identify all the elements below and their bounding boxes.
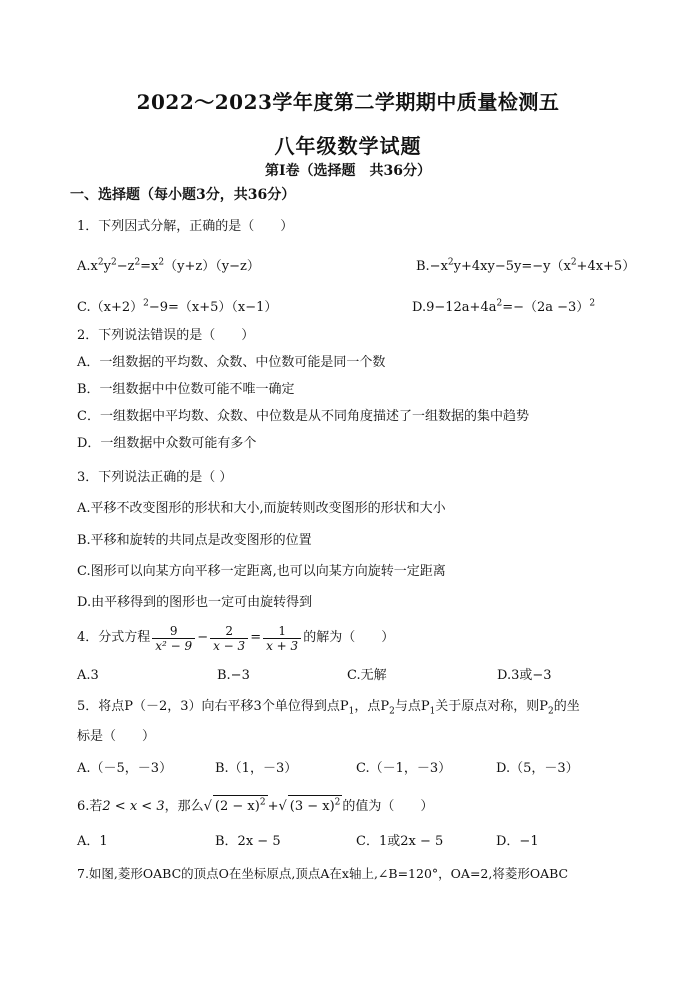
q2-stem: 2．下列说法错误的是（ ） <box>77 328 255 343</box>
q4-option-c: C.无解 <box>347 668 387 683</box>
q1-option-a: $A.x^2y^2-z^2=x^2(y+z)(y-z)$ <box>77 257 260 274</box>
q1-option-d: $D.9-12a+4a^2=-(2a -3)^2$ <box>412 298 596 315</box>
q6-option-a: A．1 <box>77 834 108 849</box>
q1-option-b: $B.-x^2y+4xy-5y=-y(x^2+4x+5)$ <box>416 257 636 274</box>
q6-option-d: D．−1 <box>496 834 539 849</box>
q5-option-d: D.（5，－3） <box>496 761 579 776</box>
q1-stem: 1．下列因式分解，正确的是（ ） <box>77 219 294 234</box>
q5-stem-line2: 标是（ ） <box>77 729 156 744</box>
q3-option-d: D.由平移得到的图形也一定可由旋转得到 <box>77 595 313 610</box>
q2-option-d: D．一组数据中众数可能有多个 <box>77 436 257 451</box>
q4-fraction-3: $\frac{1}{x + 3}$ <box>263 624 301 653</box>
q4-option-d: D.3或−3 <box>497 668 552 683</box>
q5-option-a: A.（－5，－3） <box>77 761 173 776</box>
q4-option-b: B.−3 <box>217 668 250 683</box>
q5-option-b: B.（1，－3） <box>215 761 298 776</box>
exam-title: 2022～2023学年度第二学期期中质量检测五 <box>136 90 560 114</box>
q3-option-a: A.平移不改变图形的形状和大小,而旋转则改变图形的形状和大小 <box>77 501 446 516</box>
q3-option-c: C.图形可以向某方向平移一定距离,也可以向某方向旋转一定距离 <box>77 564 446 579</box>
q2-option-a: A．一组数据的平均数、众数、中位数可能是同一个数 <box>77 355 386 370</box>
q2-option-c: C．一组数据中平均数、众数、中位数是从不同角度描述了一组数据的集中趋势 <box>77 409 529 424</box>
q6-option-c: C．1或2x − 5 <box>356 834 444 849</box>
q6-stem: 6.若2 < x < 3，那么√ $(2 - x)^2$ +√ $(3 - x)^2$ 的值为（ ） <box>77 795 433 818</box>
q5-option-c: C.（－1，－3） <box>356 761 452 776</box>
q3-option-b: B.平移和旋转的共同点是改变图形的位置 <box>77 533 312 548</box>
q4-fraction-2: $\frac{2}{x - 3}$ <box>210 624 248 653</box>
q4-option-a: A.3 <box>77 668 99 683</box>
exam-subtitle: 八年级数学试题 <box>274 134 422 158</box>
q1-option-c: $C.(x+2)^2-9=(x+5)(x-1)$ <box>77 298 278 315</box>
q3-stem: 3．下列说法正确的是（ ） <box>77 470 233 485</box>
q4-fraction-1: $\frac{9}{\text{x² − 9}}$ <box>152 624 195 653</box>
q7-stem: 7.如图,菱形OABC的顶点O在坐标原点,顶点A在x轴上,∠B=120°，OA=2,将菱形OABC <box>77 866 569 881</box>
q4-stem: 4．分式方程 $\frac{9}{\text{x² − 9}}$ − $\frac{2}{x - 3}$ = $\frac{1}{x + 3}$ 的解为（ ） <box>77 623 395 653</box>
q2-option-b: B．一组数据中中位数可能不唯一确定 <box>77 382 295 397</box>
section-heading: 一、选择题（每小题3分，共36分） <box>70 187 296 203</box>
q5-stem-line1: 5．将点P（－2，3）向右平移3个单位得到点$P_1$，点$P_2$与点$P_1$关于原点对称，则$P_2$的坐 <box>77 699 580 717</box>
volume-heading: 第Ⅰ卷（选择题 共36分） <box>264 163 432 179</box>
q6-option-b: B．2x − 5 <box>215 834 281 849</box>
